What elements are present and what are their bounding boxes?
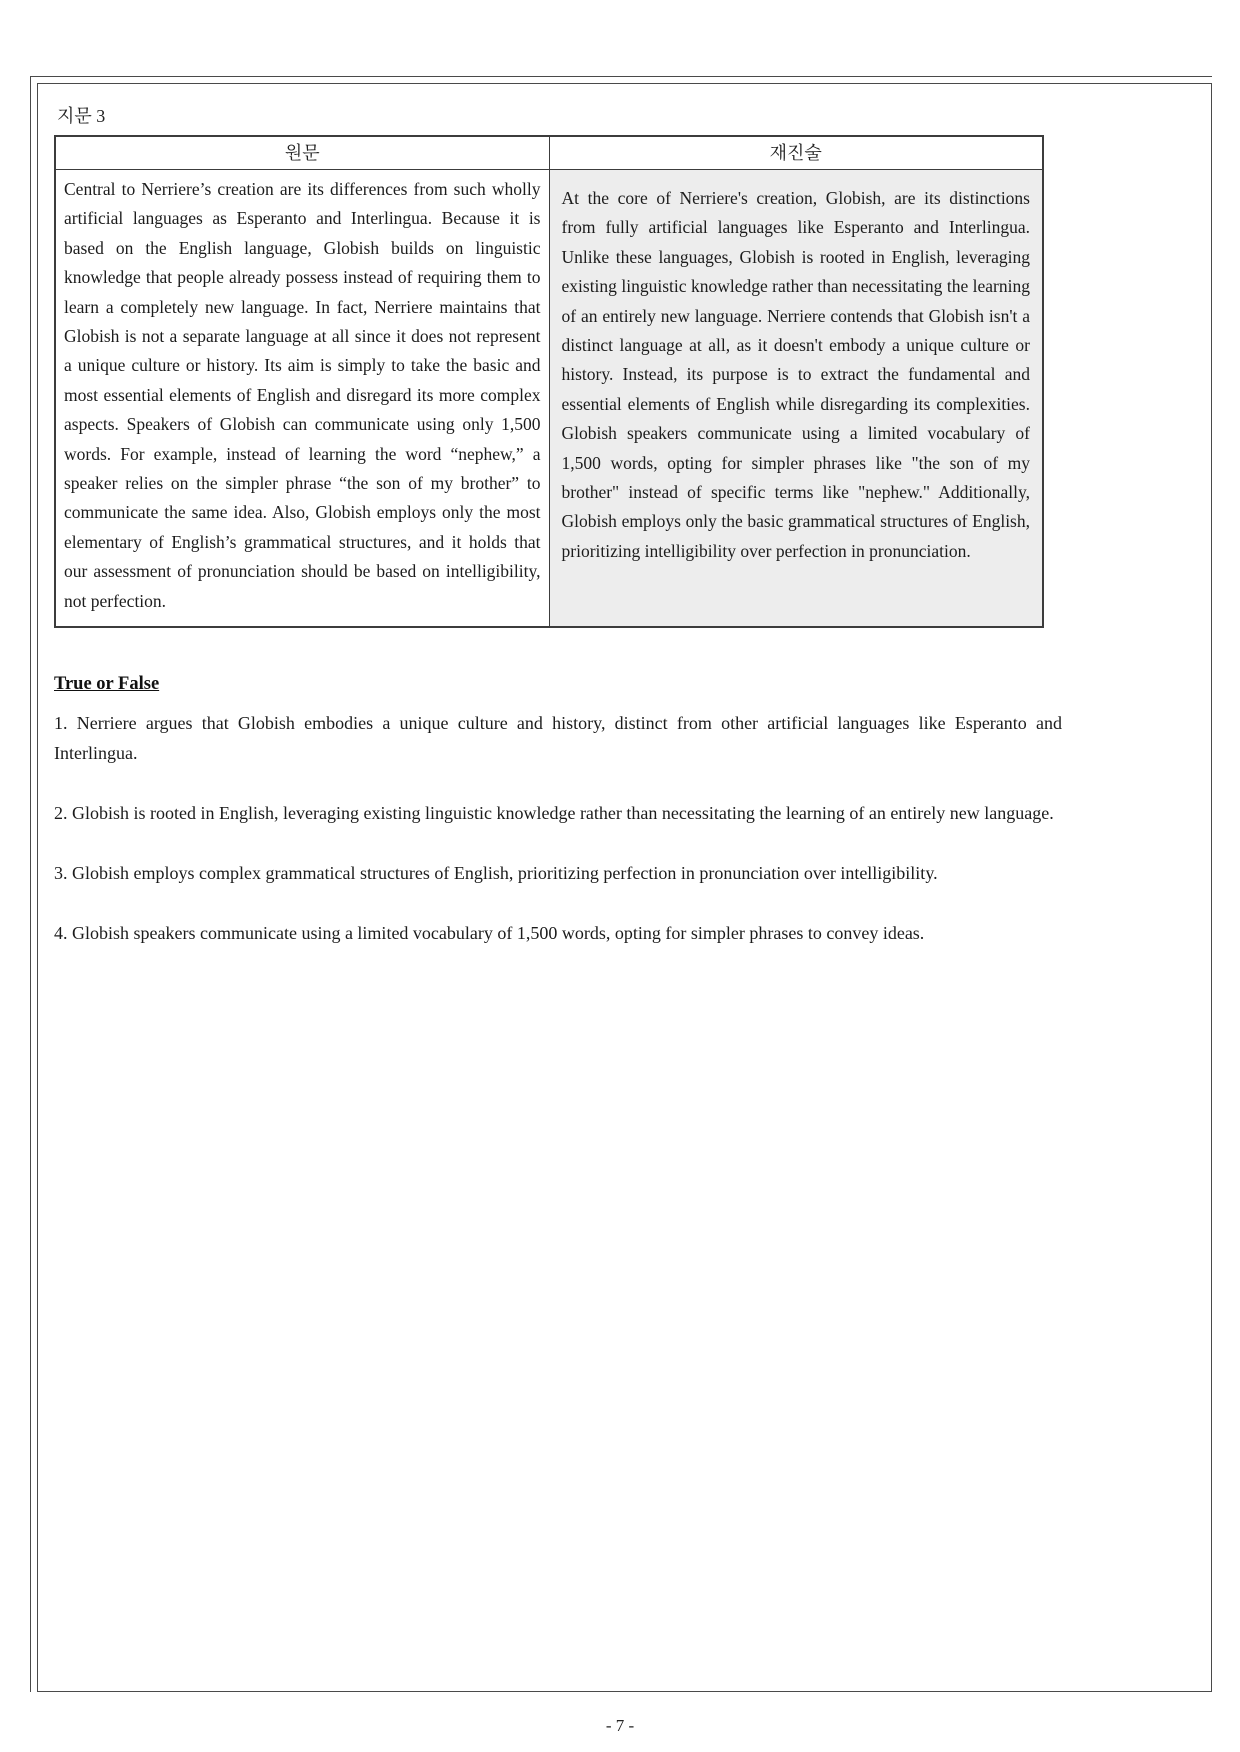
passage-table <box>54 135 1044 628</box>
table-body-row <box>55 170 1043 628</box>
table-header-restatement: 재진술 <box>549 136 1043 170</box>
quiz-question-3: 3. Globish employs complex grammatical structures of English, prioritizing perfection in pronunciation over intelligibility. <box>54 863 938 884</box>
page-border-inner <box>37 83 1212 1692</box>
page-number: - 7 - <box>605 1716 635 1735</box>
restatement-text-cell: At the core of Nerriere's creation, Globish, are its distinctions from fully artificial languages like Esperanto and Interlingua. Unlike these languages, Globish is rooted in English, leveraging existing linguistic knowledge rather than necessitating the learning of an entirely new language. Nerriere contends that Globish isn't a distinct language at all, as it doesn't embody a unique culture or history. Instead, its purpose is to extract the fundamental and essential elements of English while disregarding its complexities. Globish speakers communicate using a limited vocabulary of 1,500 words, opting for simpler phrases like "the son of my brother" instead of specific terms like "nephew." Additionally, Globish employs only the basic grammatical structures of English, prioritizing intelligibility over perfection in pronunciation. <box>549 170 1043 628</box>
table-header-row <box>55 136 1043 170</box>
true-or-false-section <box>54 674 1062 948</box>
passage-title: 지문 3 <box>57 106 106 126</box>
quiz-question-2: 2. Globish is rooted in English, leveraging existing linguistic knowledge rather than necessitating the learning of an entirely new language. <box>54 803 1054 824</box>
page-border-frame <box>30 76 1212 1692</box>
table-header-original: 원문 <box>55 136 549 170</box>
quiz-question-4: 4. Globish speakers communicate using a limited vocabulary of 1,500 words, opting for simpler phrases to convey ideas. <box>54 923 925 944</box>
original-text-cell: Central to Nerriere’s creation are its differences from such wholly artificial languages as Esperanto and Interlingua. Because it is based on the English language, Globish builds on linguistic knowledge that people already possess instead of requiring them to learn a completely new language. In fact, Nerriere maintains that Globish is not a separate language at all since it does not represent a unique culture or history. Its aim is simply to take the basic and most essential elements of English and disregard its more complex aspects. Speakers of Globish can communicate using only 1,500 words. For example, instead of learning the word “nephew,” a speaker relies on the simpler phrase “the son of my brother” to communicate the same idea. Also, Globish employs only the most elementary of English’s grammatical structures, and it holds that our assessment of pronunciation should be based on intelligibility, not perfection. <box>55 170 549 628</box>
quiz-heading: True or False <box>54 674 160 695</box>
quiz-question-1: 1. Nerriere argues that Globish embodies a unique culture and history, distinct from other artificial languages like Esperanto and Interlingua. <box>54 713 1062 764</box>
